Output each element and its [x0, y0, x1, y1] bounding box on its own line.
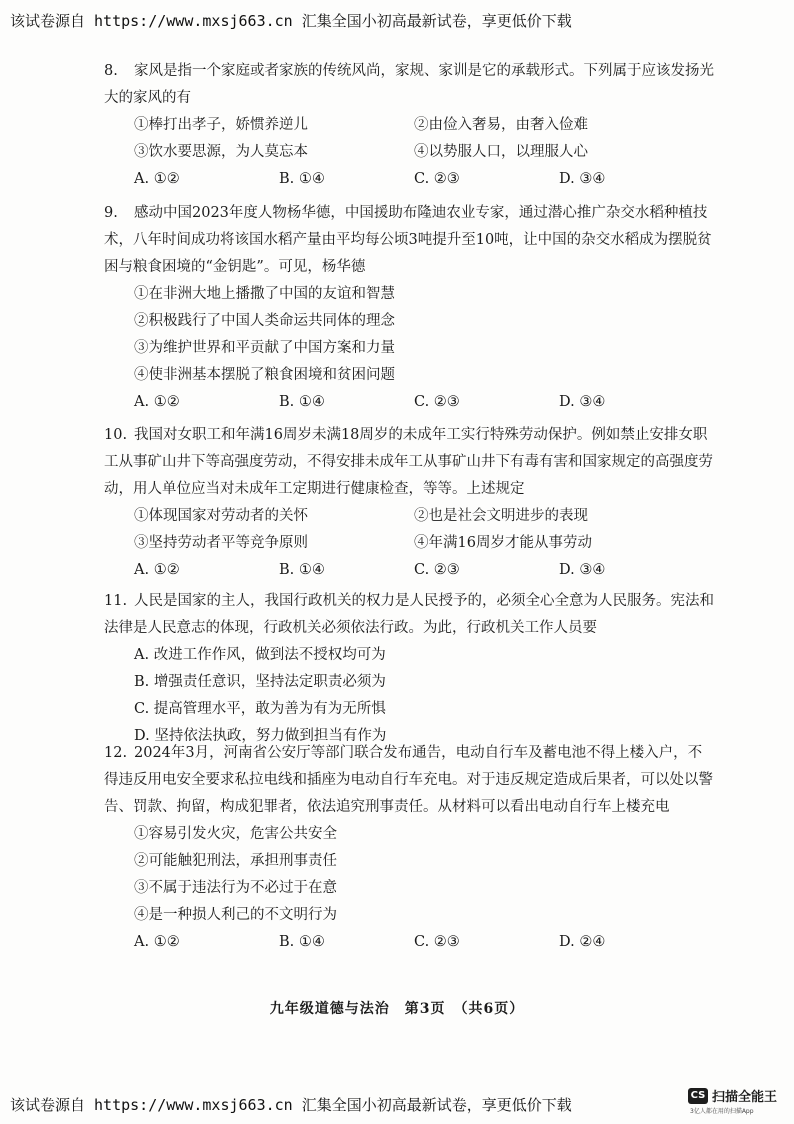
choice-c: C. ②③ — [414, 562, 460, 578]
scanner-app-logo — [688, 1086, 788, 1116]
question-12 — [104, 740, 716, 956]
statement-item: ④是一种损人利己的不文明行为 — [134, 907, 337, 923]
question-stem: 12. 2024年3月，河南省公安厅等部门联合发布通告，电动自行车及蓄电池不得上楼入户，不得违反用电安全要求私拉电线和插座为电动自行车充电。对于违反规定造成后果者，可以处以警告、罚款、拘留，构成犯罪者，依法追究刑事责任。从材料可以看出电动自行车上楼充电 — [104, 740, 716, 821]
question-number: 12. — [104, 745, 128, 761]
statement-item: ④以势服人口，以理服人心 — [414, 144, 588, 160]
logo-name: 扫描全能王 — [712, 1090, 778, 1105]
statement-list — [104, 281, 716, 416]
page-footer: 九年级道德与法治 第3页 （共6页） — [269, 1001, 525, 1017]
statement-list — [104, 112, 716, 193]
answer-choices — [104, 642, 716, 750]
choice-d: D. ③④ — [559, 562, 606, 578]
choice-d: D. ③④ — [559, 394, 606, 410]
statement-item: ②也是社会文明进步的表现 — [414, 508, 588, 524]
question-11 — [104, 588, 716, 750]
choice-b: B. ①④ — [279, 171, 325, 187]
question-8 — [104, 58, 716, 193]
choice-a: A. ①② — [134, 562, 180, 578]
answer-choices — [104, 929, 716, 956]
choice-a: A. ①② — [134, 394, 180, 410]
statement-item: ④使非洲基本摆脱了粮食困境和贫困问题 — [134, 367, 395, 383]
statement-item: ①棒打出孝子，娇惯养逆儿 — [134, 117, 308, 133]
statement-item: ①在非洲大地上播撒了中国的友谊和智慧 — [134, 286, 395, 302]
answer-choices — [104, 557, 716, 584]
logo-tagline: 3亿人都在用的扫描App — [690, 1108, 754, 1115]
statement-list — [104, 503, 716, 584]
bottom-source-banner: 该试卷源自 https://www.mxsj663.cn 汇集全国小初高最新试卷，享更低价下载 — [10, 1096, 572, 1114]
choice-a: A. ①② — [134, 934, 180, 950]
question-stem: 11. 人民是国家的主人，我国行政机关的权力是人民授予的，必须全心全意为人民服务。宪法和法律是人民意志的体现，行政机关必须依法行政。为此，行政机关工作人员要 — [104, 588, 716, 642]
statement-item: ①体现国家对劳动者的关怀 — [134, 508, 308, 524]
statement-item: ②由俭入奢易，由奢入俭难 — [414, 117, 588, 133]
question-10 — [104, 422, 716, 584]
choice-a: A. ①② — [134, 171, 180, 187]
choice-d: D. 坚持依法执政，努力做到担当有作为 — [134, 728, 387, 744]
question-number: 9. — [104, 205, 118, 221]
question-number: 11. — [104, 593, 128, 609]
statement-item: ③坚持劳动者平等竞争原则 — [134, 535, 308, 551]
statement-item: ④年满16周岁才能从事劳动 — [414, 535, 592, 551]
answer-choices — [104, 389, 716, 416]
choice-c: C. ②③ — [414, 934, 460, 950]
statement-item: ③饮水要思源，为人莫忘本 — [134, 144, 308, 160]
statement-item: ①容易引发火灾，危害公共安全 — [134, 826, 337, 842]
choice-c: C. 提高管理水平，敢为善为有为无所惧 — [134, 701, 386, 717]
statement-item: ②可能触犯刑法，承担刑事责任 — [134, 853, 337, 869]
choice-d: D. ②④ — [559, 934, 606, 950]
choice-a: A. 改进工作作风，做到法不授权均可为 — [134, 647, 386, 663]
choice-c: C. ②③ — [414, 394, 460, 410]
statement-item: ③不属于违法行为不必过于在意 — [134, 880, 337, 896]
question-number: 8. — [104, 63, 118, 79]
question-number: 10. — [104, 427, 128, 443]
question-stem: 8. 家风是指一个家庭或者家族的传统风尚，家规、家训是它的承载形式。下列属于应该发扬光大的家风的有 — [104, 58, 716, 112]
choice-c: C. ②③ — [414, 171, 460, 187]
statement-list — [104, 821, 716, 956]
top-source-banner: 该试卷源自 https://www.mxsj663.cn 汇集全国小初高最新试卷，享更低价下载 — [10, 12, 572, 30]
answer-choices — [104, 166, 716, 193]
choice-b: B. ①④ — [279, 934, 325, 950]
cs-logo-icon: CS — [688, 1088, 708, 1104]
question-stem: 9. 感动中国2023年度人物杨华德，中国援助布隆迪农业专家，通过潜心推广杂交水稻种植技术，八年时间成功将该国水稻产量由平均每公顷3吨提升至10吨，让中国的杂交水稻成为摆脱贫困与粮食困境的“金钥匙”。可见，杨华德 — [104, 200, 716, 281]
statement-item: ②积极践行了中国人类命运共同体的理念 — [134, 313, 395, 329]
question-stem: 10. 我国对女职工和年满16周岁未满18周岁的未成年工实行特殊劳动保护。例如禁止安排女职工从事矿山井下等高强度劳动，不得安排未成年工从事矿山井下有毒有害和国家规定的高强度劳动，用人单位应当对未成年工定期进行健康检查，等等。上述规定 — [104, 422, 716, 503]
statement-item: ③为维护世界和平贡献了中国方案和力量 — [134, 340, 395, 356]
choice-b: B. 增强责任意识，坚持法定职责必须为 — [134, 674, 386, 690]
choice-b: B. ①④ — [279, 562, 325, 578]
choice-b: B. ①④ — [279, 394, 325, 410]
choice-d: D. ③④ — [559, 171, 606, 187]
question-9 — [104, 200, 716, 416]
